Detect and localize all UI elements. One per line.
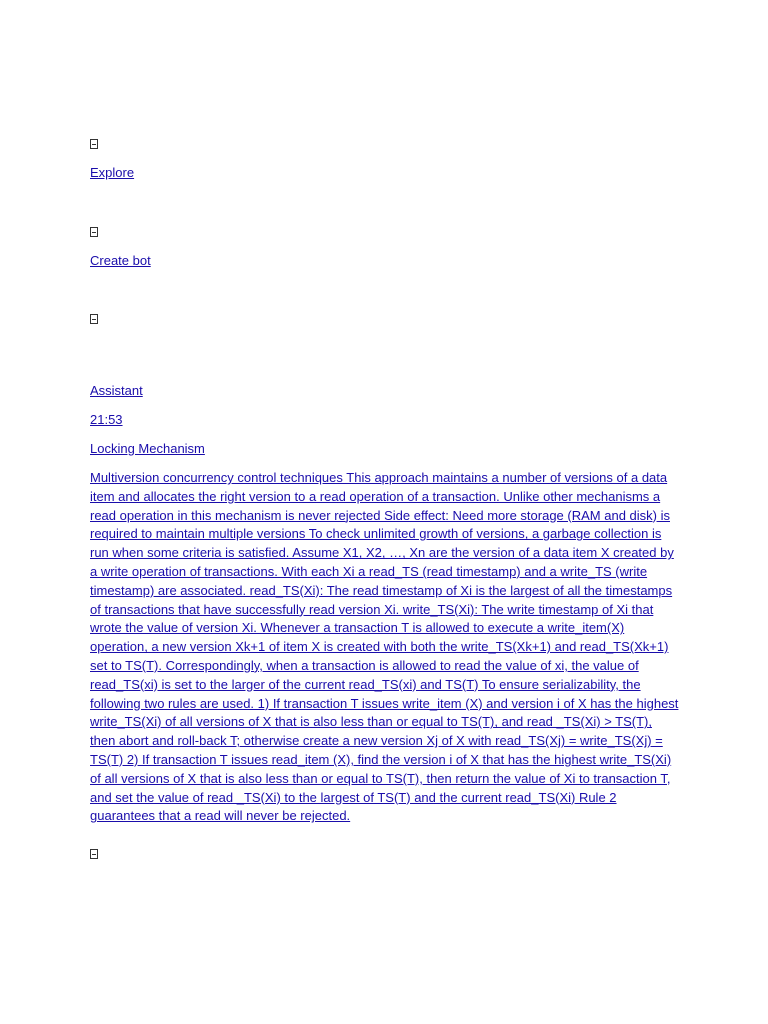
message-timestamp-link[interactable]: 21:53 [90, 412, 123, 427]
bot-avatar-icon [90, 314, 98, 324]
action-icon [90, 849, 98, 859]
create-bot-icon [90, 227, 98, 237]
message-title-link[interactable]: Locking Mechanism [90, 441, 205, 456]
message-body[interactable]: Multiversion concurrency control techniques This approach maintains a number of versions of a data item and allocates the right version to a read operation of a transaction. Unlike other mechanisms a read operation in this mechanism is never rejected Side effect: Need more storage (RAM and disk) is required to maintain multiple versions To check unlimited growth of versions, a garbage collection is run when some criteria is satisfied. Assume X1, X2, …, Xn are the version of a data item X created by a write operation of transactions. With each Xi a read_TS (read timestamp) and a write_TS (write timestamp) are associated. read_TS(Xi): The read timestamp of Xi is the largest of all the timestamps of transactions that have successfully read version Xi. write_TS(Xi): The write timestamp of Xi that wrote the value of version Xi. Whenever a transaction T is allowed to execute a write_item(X) operation, a new version Xk+1 of item X is created with both the write_TS(Xk+1) and read_TS(Xk+1) set to TS(T). Correspondingly, when a transaction is allowed to read the value of xi, the value of read_TS(xi) is set to the larger of the current read_TS(xi) and TS(T) To ensure serializability, the following two rules are used. 1) If transaction T issues write_item (X) and version i of X has the highest write_TS(Xi) of all versions of X that is also less than or equal to TS(T), and read _TS(Xi) > TS(T), then abort and roll-back T; otherwise create a new version Xj of X with read_TS(Xj) = write_TS(Xj) = TS(T) 2) If transaction T issues read_item (X), find the version i of X that has the highest write_TS(Xi) of all versions of X that is also less than or equal to TS(T), then return the value of Xi to transaction T, and set the value of read _TS(Xi) to the largest of TS(T) and the current read_TS(Xi) Rule 2 guarantees that a read will never be rejected. [90, 470, 679, 824]
explore-icon [90, 139, 98, 149]
explore-link[interactable]: Explore [90, 165, 135, 180]
sender-name-link[interactable]: Assistant [90, 383, 143, 398]
create-bot-link[interactable]: Create bot [90, 253, 151, 268]
